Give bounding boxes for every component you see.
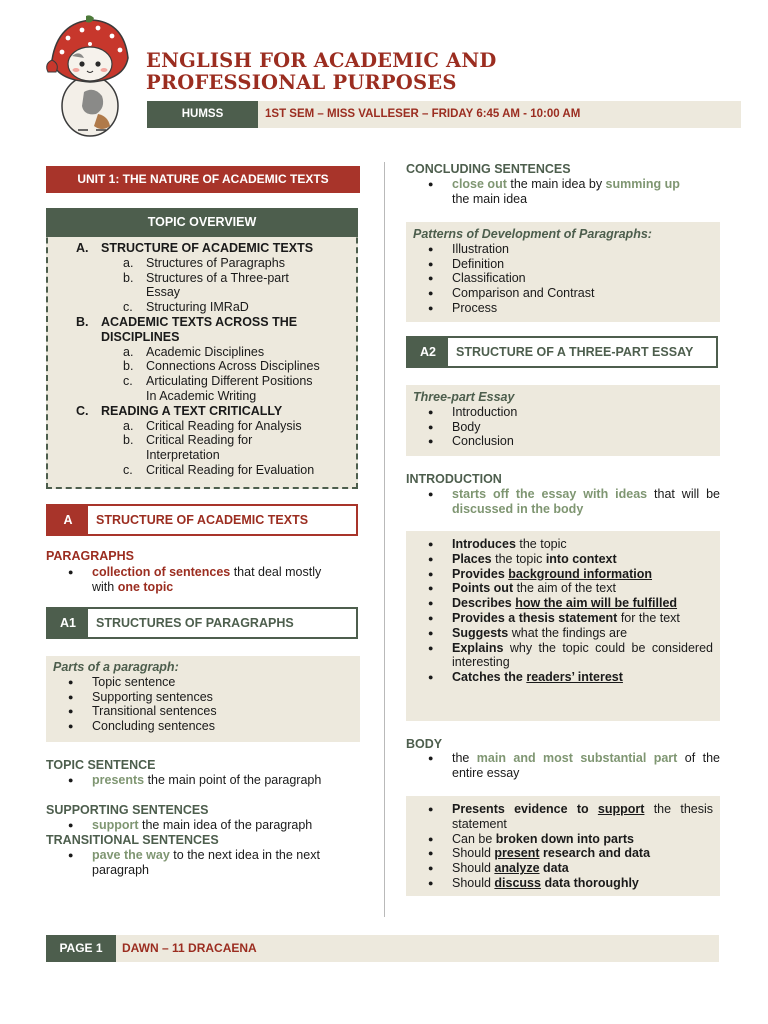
outline-item: Articulating Different Positions — [146, 374, 313, 389]
list-item — [46, 773, 360, 788]
keyword: research and data — [539, 846, 651, 861]
title-line-1: ENGLISH FOR ACADEMIC AND — [146, 49, 497, 72]
box-caption: Parts of a paragraph: — [53, 660, 179, 674]
list-item — [46, 848, 360, 878]
list-item — [406, 567, 713, 582]
outline-item: In Academic Writing — [146, 388, 257, 403]
list-item — [406, 626, 713, 641]
text: the topic — [491, 551, 546, 566]
supporting-sentences-definition — [46, 818, 360, 833]
keyword: into context — [545, 551, 617, 566]
list-item: ● Supporting sentences — [46, 690, 360, 705]
outline-heading: READING A TEXT CRITICALLY — [101, 403, 283, 418]
outline-item: Critical Reading for — [146, 433, 253, 448]
text: the topic — [515, 537, 567, 551]
outline-letter: c. — [123, 462, 133, 477]
transitional-sentences-heading: TRANSITIONAL SENTENCES — [46, 833, 219, 847]
outline-letter: b. — [123, 270, 134, 285]
keyword: close out — [452, 177, 507, 191]
text: the aim of the text — [513, 581, 616, 596]
list-item: ● Conclusion — [406, 434, 720, 449]
outline-letter: a. — [123, 418, 134, 433]
keyword: Catches the — [452, 670, 527, 685]
keyword: main and most substantial part — [476, 751, 678, 765]
author-section-label: DAWN – 11 DRACAENA — [122, 941, 257, 956]
outline-item: Academic Disciplines — [146, 344, 265, 359]
outline-letter: b. — [123, 359, 134, 374]
section-label: STRUCTURES OF PARAGRAPHS — [96, 615, 294, 630]
keyword: data — [539, 861, 569, 876]
text: the main idea — [452, 191, 528, 206]
outline-item: Connections Across Disciplines — [146, 359, 320, 374]
strand-badge: HUMSS — [147, 101, 258, 128]
outline-letter — [123, 448, 146, 463]
paragraphs-heading: PARAGRAPHS — [46, 549, 134, 563]
three-part-essay-box — [406, 385, 720, 456]
text: for the text — [617, 610, 680, 625]
outline-letter: b. — [123, 433, 134, 448]
outline-heading: DISCIPLINES — [101, 329, 180, 344]
list-item: ● Classification — [406, 271, 720, 286]
keyword: discuss — [494, 875, 541, 890]
list-item: ● Transitional sentences — [46, 704, 360, 719]
list-item — [406, 596, 713, 611]
keyword: one topic — [117, 579, 174, 594]
patterns-of-development-box — [406, 222, 720, 322]
text: Can be — [452, 831, 496, 846]
outline-letter: a. — [123, 344, 134, 359]
concluding-sentences-definition — [406, 177, 720, 207]
keyword: collection of sentences — [92, 565, 231, 579]
introduction-heading: INTRODUCTION — [406, 472, 502, 486]
text: what the findings are — [508, 625, 628, 640]
outline-letter: c. — [123, 300, 133, 315]
outline-letter: B. — [76, 314, 89, 329]
list-item — [406, 832, 713, 847]
body-definition — [406, 751, 720, 781]
transitional-sentences-definition — [46, 848, 360, 878]
list-item — [406, 487, 720, 517]
document-title — [146, 50, 566, 94]
body-heading: BODY — [406, 737, 443, 751]
topic-sentence-heading: TOPIC SENTENCE — [46, 758, 156, 772]
keyword: Provides — [452, 566, 509, 581]
list-item: ● Comparison and Contrast — [406, 286, 720, 301]
text: the thesis statement — [452, 802, 713, 831]
keyword: readers’ interest — [526, 670, 623, 685]
list-item — [46, 565, 360, 595]
list-item: ● Illustration — [406, 242, 720, 257]
list-item: ● Concluding sentences — [46, 719, 360, 734]
outline-letter: c. — [123, 374, 133, 389]
keyword: data thoroughly — [540, 875, 639, 890]
title-line-2: PROFESSIONAL PURPOSES — [146, 71, 457, 94]
column-divider — [384, 162, 385, 917]
outline-letter — [123, 285, 146, 300]
cat-mascot-illustration — [38, 14, 132, 138]
keyword: analyze — [494, 861, 540, 876]
outline-letter — [123, 389, 146, 404]
section-tag: A1 — [48, 609, 88, 637]
list-item — [406, 581, 713, 596]
outline-letter: a. — [123, 255, 134, 270]
concluding-sentences-heading: CONCLUDING SENTENCES — [406, 162, 571, 176]
keyword: Introduces — [452, 537, 516, 551]
section-label: STRUCTURE OF A THREE-PART ESSAY — [456, 344, 694, 359]
topic-sentence-definition — [46, 773, 360, 788]
outline-item: Interpretation — [146, 448, 220, 463]
introduction-definition — [406, 487, 720, 517]
keyword: Describes — [452, 596, 516, 611]
list-item — [406, 552, 713, 567]
list-item — [406, 670, 713, 685]
box-caption: Three-part Essay — [413, 390, 515, 404]
keyword: present — [494, 846, 540, 861]
text: that will be — [647, 487, 720, 501]
keyword: broken down into parts — [495, 831, 634, 846]
keyword: Explains — [452, 640, 504, 655]
list-item: ● Topic sentence — [46, 675, 360, 690]
class-schedule-info: 1ST SEM – MISS VALLESER – FRIDAY 6:45 AM - 10:00 AM — [265, 107, 581, 120]
outline-item: Structuring IMRaD — [146, 300, 249, 315]
parts-of-paragraph-box — [46, 656, 360, 742]
list-item — [406, 846, 713, 861]
text: the main point of the paragraph — [144, 773, 322, 787]
section-header-a1 — [46, 607, 358, 639]
keyword: summing up — [605, 177, 680, 191]
text: Should — [452, 846, 495, 861]
keyword: Places — [452, 551, 492, 566]
body-details-box — [406, 796, 720, 896]
text: why the topic could be considered interesting — [452, 640, 713, 670]
keyword: background information — [508, 566, 653, 581]
text: Should — [452, 861, 495, 876]
topic-overview-heading: TOPIC OVERVIEW — [46, 208, 358, 237]
text: to the next idea in the next paragraph — [92, 848, 320, 877]
text: the main idea of the paragraph — [138, 818, 313, 832]
list-item — [406, 537, 713, 552]
keyword: Points out — [452, 581, 514, 596]
list-item — [46, 818, 360, 833]
list-item: ● Introduction — [406, 405, 720, 420]
topic-overview-box — [46, 208, 358, 489]
list-item: ● Process — [406, 301, 720, 316]
text: of the entire essay — [452, 751, 720, 780]
section-tag: A2 — [408, 338, 448, 366]
text: Should — [452, 875, 495, 890]
list-item — [406, 876, 713, 891]
keyword: discussed in the body — [452, 501, 584, 516]
outline-item: Essay — [146, 285, 181, 300]
keyword: how the aim will be fulfilled — [515, 596, 678, 611]
keyword: presents — [92, 773, 145, 787]
outline-letter: C. — [76, 403, 89, 418]
supporting-sentences-heading: SUPPORTING SENTENCES — [46, 803, 209, 817]
outline-item: Critical Reading for Evaluation — [146, 462, 315, 477]
keyword: support — [597, 802, 645, 816]
outline-item: Structures of a Three-part — [146, 270, 289, 285]
list-item — [406, 641, 713, 671]
text: the main idea by — [506, 177, 606, 191]
list-item — [406, 611, 713, 626]
keyword: pave the way — [92, 848, 170, 862]
section-header-a2 — [406, 336, 718, 368]
list-item — [406, 751, 720, 781]
keyword: starts off the essay with ideas — [452, 487, 648, 501]
introduction-details-box — [406, 531, 720, 721]
outline-item: Critical Reading for Analysis — [146, 418, 302, 433]
list-item — [406, 861, 713, 876]
keyword: Presents evidence to — [452, 802, 598, 816]
text: that deal mostly — [230, 565, 322, 579]
keyword: Provides a thesis statement — [452, 610, 618, 625]
list-item — [406, 802, 713, 832]
keyword: Suggests — [452, 625, 509, 640]
list-item: ● Definition — [406, 257, 720, 272]
section-label: STRUCTURE OF ACADEMIC TEXTS — [96, 512, 309, 527]
text: with — [92, 579, 118, 594]
outline-heading: ACADEMIC TEXTS ACROSS THE — [101, 314, 298, 329]
page-number-badge: PAGE 1 — [46, 935, 116, 962]
outline-heading: STRUCTURE OF ACADEMIC TEXTS — [101, 241, 314, 255]
outline-item: Structures of Paragraphs — [146, 255, 285, 270]
section-tag: A — [48, 506, 88, 534]
section-header-a — [46, 504, 358, 536]
outline-letter: A. — [76, 241, 89, 255]
box-caption: Patterns of Development of Paragraphs: — [413, 227, 652, 241]
unit-title-banner: UNIT 1: THE NATURE OF ACADEMIC TEXTS — [46, 166, 360, 193]
text: the — [452, 751, 477, 765]
paragraphs-definition — [46, 565, 360, 595]
keyword: support — [92, 818, 139, 832]
list-item — [406, 177, 720, 207]
list-item: ● Body — [406, 420, 720, 435]
